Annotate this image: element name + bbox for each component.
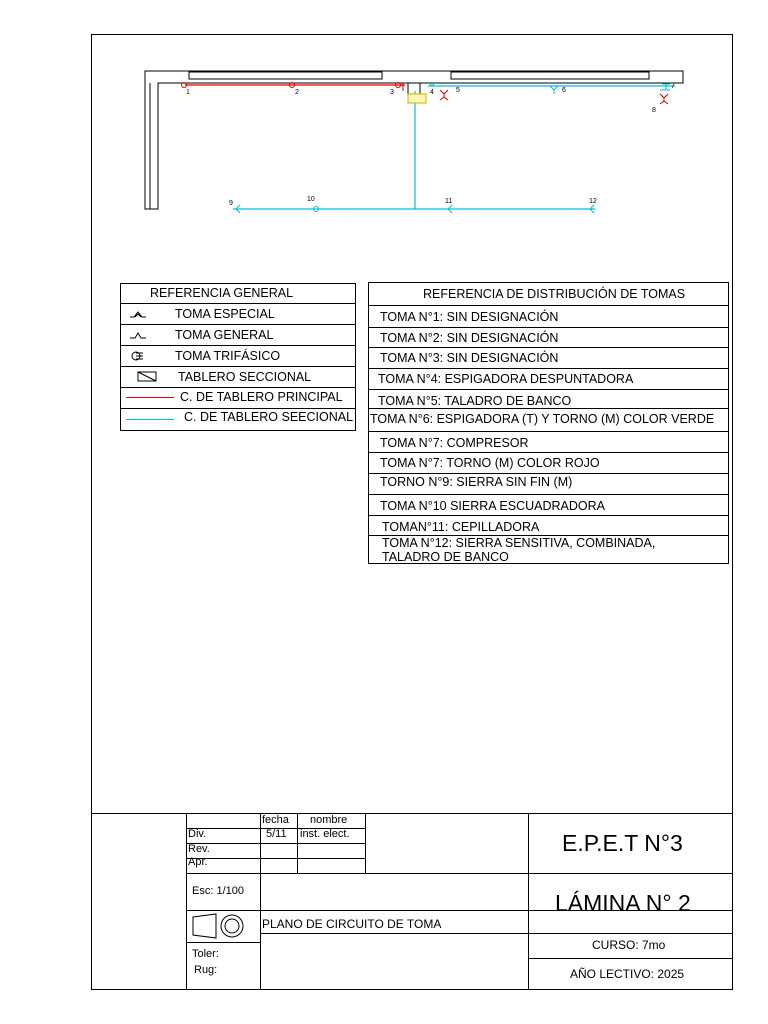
tablero-seccional [408,94,426,103]
legend-general-item: TOMA GENERAL [175,328,274,342]
col-fecha-header: fecha [262,814,289,826]
title-block-top-line [91,813,733,814]
apr-label: Apr. [188,856,208,868]
toma-general-icon [128,329,148,341]
legend-dist-item: TORNO N°9: SIERRA SIN FIN (M) [380,475,573,489]
legend-dist-item: TOMA N°5: TALADRO DE BANCO [378,394,572,408]
school-name: E.P.E.T N°3 [562,830,683,856]
col-nombre-header: nombre [310,814,348,826]
legend-dist-item: TOMAN°11: CEPILLADORA [382,520,540,534]
legend-dist-item: TOMA N°2: SIN DESIGNACIÓN [380,331,559,345]
div-label: Div. [188,828,207,840]
red-line-icon [126,397,174,398]
course-label: CURSO: 7mo [592,938,666,952]
legend-dist-item: TOMA N°10 SIERRA ESCUADRADORA [380,499,605,513]
rev-label: Rev. [188,843,210,855]
outlet-number: 7 [671,83,675,90]
projection-symbol-icon [188,911,260,941]
outlet-number: 3 [390,89,394,96]
outlet-number: 8 [652,107,656,114]
outlet-number: 11 [445,198,453,205]
legend-dist-item: TOMA N°3: SIN DESIGNACIÓN [380,351,559,365]
legend-dist-item: TOMA N°1: SIN DESIGNACIÓN [380,310,559,324]
toma-8 [660,94,668,104]
legend-dist-item: TOMA N°12: SIERRA SENSITIVA, COMBINADA, [382,536,656,550]
year-label: AÑO LECTIVO: 2025 [570,967,685,981]
toma-7 [660,84,670,90]
legend-general-item: TOMA TRIFÁSICO [175,349,281,363]
scale-label: Esc: 1/100 [192,885,244,897]
toma-trifasico-icon [128,349,148,363]
cyan-line-icon [126,419,174,420]
legend-dist-title: REFERENCIA DE DISTRIBUCIÓN DE TOMAS [423,287,686,301]
legend-dist-item: TOMA N°7: TORNO (M) COLOR ROJO [380,456,600,470]
legend-dist-item: TALADRO DE BANCO [382,550,509,564]
sheet-number: LÁMINA N° 2 [555,890,691,916]
toma-5 [440,90,448,100]
outlet-number: 4 [430,89,434,96]
legend-general-item: C. DE TABLERO SEECIONAL [184,410,354,424]
div-fecha: 5/11 [266,828,287,840]
outlet-number: 12 [589,198,597,205]
floor-plan [140,66,700,226]
seccional-circuit-line [233,86,675,209]
legend-dist-item: TOMA N°6: ESPIGADORA (T) Y TORNO (M) COLOR VERDE [370,412,715,426]
outlet-number: 6 [562,87,566,94]
legend-general-item: TOMA ESPECIAL [175,307,275,321]
outlet-number: 9 [229,200,233,207]
outlet-number: 5 [456,87,460,94]
toler-label: Toler: [192,948,219,960]
toma-especial-icon [128,308,148,320]
legend-general-item: TABLERO SECCIONAL [178,370,312,384]
div-nombre: inst. elect. [300,828,350,840]
outlet-number: 10 [307,196,315,203]
legend-general-item: C. DE TABLERO PRINCIPAL [180,390,343,404]
tablero-seccional-icon [137,371,159,383]
plan-title: PLANO DE CIRCUITO DE TOMA [262,917,442,931]
legend-general-title: REFERENCIA GENERAL [150,286,294,300]
legend-dist-item: TOMA N°7: COMPRESOR [380,436,529,450]
outlet-number: 2 [295,89,299,96]
toma-6 [550,86,558,94]
legend-dist-item: TOMA N°4: ESPIGADORA DESPUNTADORA [378,372,634,386]
rug-label: Rug: [194,964,218,976]
outlet-number: 1 [186,89,190,96]
